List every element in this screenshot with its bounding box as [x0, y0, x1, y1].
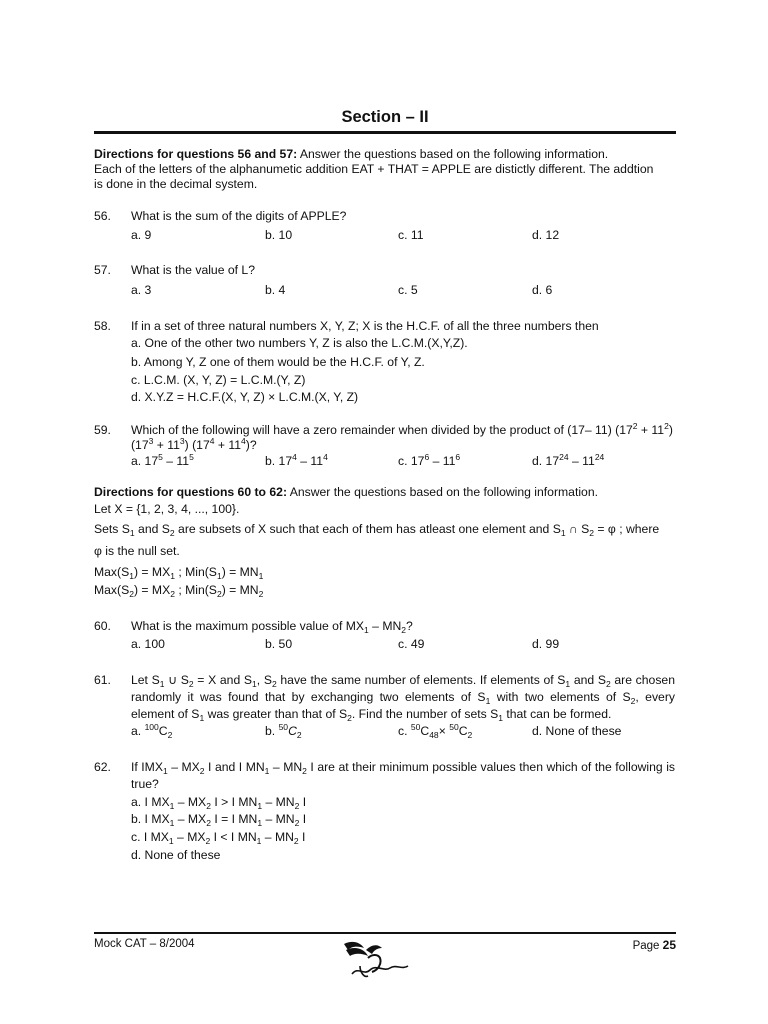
question-58-text: If in a set of three natural numbers X, Y, Z; X is the H.C.F. of all the three numbers then	[131, 319, 599, 333]
question-57-text: What is the value of L?	[131, 263, 255, 277]
footer-exam-name: Mock CAT – 8/2004	[94, 938, 195, 950]
question-number: 59.	[94, 423, 111, 437]
max-min-s2: $Max(S_2) = MX_2$ ; $Min(S_2) = MN_2$	[94, 583, 264, 599]
question-61-text-cont: randomly it was found that by exchanging two elements of $S_1$ with two elements of $S_2$, every	[131, 690, 675, 706]
option-c: c. 5	[398, 283, 418, 297]
question-59-text-cont: $(17^3 + 11^3) (17^4 + 11^4)$?	[131, 435, 257, 452]
option-c: c. $^{50}C_{48}\times ^{50}C_2$	[398, 721, 473, 740]
set-definition: Let X = {1, 2, 3, 4, ..., 100}.	[94, 502, 240, 516]
option-a: a. $^{100}C_2$	[131, 721, 173, 740]
option-b: b. 4	[265, 283, 286, 297]
option-d: d. None of these	[131, 848, 221, 862]
option-b: b. I $MX_1 - MX_2$ I = I $MN_1 - MN_2$ I	[131, 812, 307, 828]
question-61-text: Let $S_1$ ∪ $S_2 = X$ and $S_1$, $S_2$ have the same number of elements. If elements of $S_1$ and $S_2$ are chosen	[131, 673, 675, 689]
question-number: 58.	[94, 319, 111, 333]
directions-56-57: Directions for questions 56 and 57: Answer the questions based on the following information.	[94, 147, 609, 161]
question-60-text: What is the maximum possible value of $MX_1 - MN_2$?	[131, 619, 413, 635]
question-number: 60.	[94, 619, 111, 633]
question-number: 62.	[94, 760, 111, 774]
directions-text: is done in the decimal system.	[94, 177, 258, 191]
directions-lead: Directions for questions 56 and 57:	[94, 147, 298, 161]
option-a: a. $17^5 - 11^5$	[131, 451, 194, 468]
option-a: a. 3	[131, 283, 152, 297]
footer-page: Page 25	[632, 938, 676, 952]
page-number: 25	[662, 938, 676, 952]
title-rule	[94, 131, 676, 134]
sets-description: Sets $S_1$ and $S_2$ are subsets of X such that each of them has atleast one element and $S_1$ ∩ $S_2 = \varphi$ ; where	[94, 522, 660, 538]
option-c: c. $17^6 - 11^6$	[398, 451, 461, 468]
directions-60-62: Directions for questions 60 to 62: Answer the questions based on the following information.	[94, 485, 598, 499]
option-d: d. 6	[532, 283, 553, 297]
option-b: b. Among Y, Z one of them would be the H.C.F. of Y, Z.	[131, 355, 425, 369]
directions-text: Each of the letters of the alphanumetic addition EAT + THAT = APPLE are distictly different. The addtion	[94, 162, 654, 176]
option-d: d. X.Y.Z = H.C.F.(X, Y, Z) × L.C.M.(X, Y, Z)	[131, 390, 359, 404]
question-61-text-cont: element of $S_1$ was greater than that of $S_2$. Find the number of sets $S_1$ that can be formed.	[131, 707, 612, 723]
option-c: c. I $MX_1 - MX_2$ I < I $MN_1 - MN_2$ I	[131, 830, 306, 846]
option-a: a. One of the other two numbers Y, Z is also the L.C.M.(X,Y,Z).	[131, 336, 468, 350]
option-d: d. None of these	[532, 724, 622, 738]
null-set-note: φ is the null set.	[94, 544, 180, 558]
option-d: d. 99	[532, 637, 560, 651]
option-a: a. 100	[131, 637, 165, 651]
option-c: c. L.C.M. (X, Y, Z) = L.C.M.(Y, Z)	[131, 373, 306, 387]
question-number: 56.	[94, 209, 111, 223]
directions-lead: Directions for questions 60 to 62:	[94, 485, 288, 499]
option-a: a. 9	[131, 228, 152, 242]
question-62-text: If $IMX_1 - MX_2$ I and I $MN_1 - MN_2$ I are at their minimum possible values then which of the following is	[131, 760, 676, 776]
question-62-text-cont: true?	[131, 777, 159, 791]
question-59-text: Which of the following will have a zero remainder when divided by the product of (17– 11) $(17^2 + 11^2)$	[131, 420, 673, 437]
option-c: c. 49	[398, 637, 425, 651]
option-b: b. 10	[265, 228, 293, 242]
pegasus-logo-icon	[338, 936, 418, 982]
question-number: 61.	[94, 673, 111, 687]
option-d: d. $17^{24} - 11^{24}$	[532, 451, 605, 468]
question-number: 57.	[94, 263, 111, 277]
section-title: Section – II	[341, 108, 429, 126]
option-b: b. 50	[265, 637, 293, 651]
max-min-s1: $Max(S_1) = MX_1$ ; $Min(S_1) = MN_1$	[94, 565, 264, 581]
option-b: b. $17^4 - 11^4$	[265, 451, 328, 468]
question-56-text: What is the sum of the digits of APPLE?	[131, 209, 347, 223]
option-a: a. I $MX_1 - MX_2$ I > I $MN_1 - MN_2$ I	[131, 795, 307, 811]
option-c: c. 11	[398, 228, 424, 242]
option-b: b. $^{50}C_2$	[265, 721, 302, 740]
option-d: d. 12	[532, 228, 560, 242]
footer-rule	[94, 932, 676, 934]
